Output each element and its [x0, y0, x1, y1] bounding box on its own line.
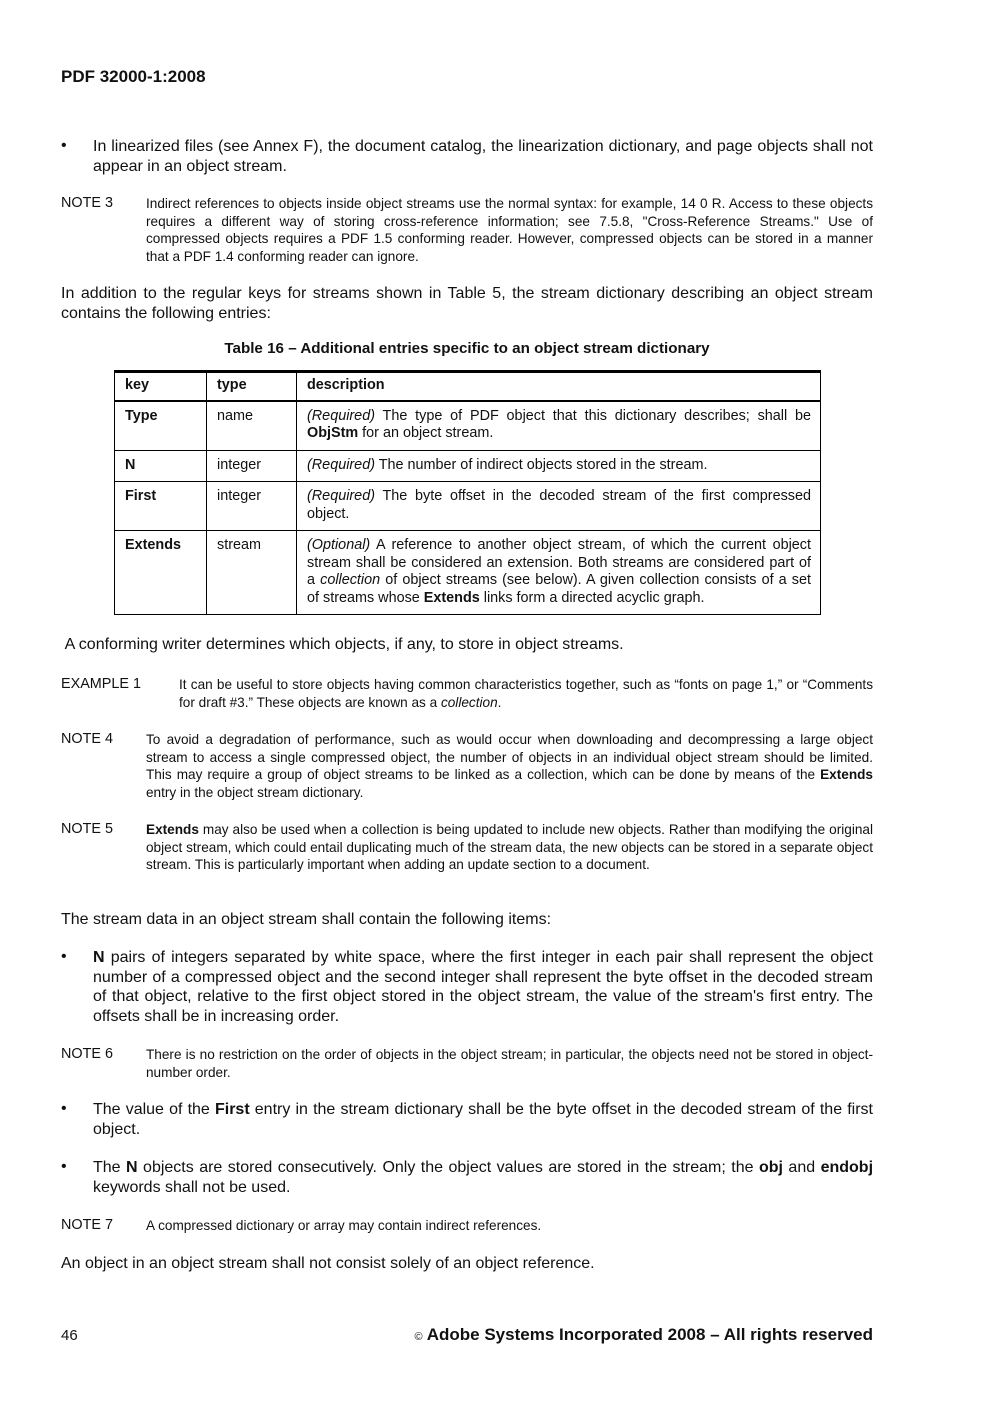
note-text: [146, 821, 873, 874]
cell-key: N: [115, 450, 207, 482]
description-text: of object streams (see below). A given collection consists of a set of streams whose: [307, 572, 811, 606]
bullet-text: entry in the stream dictionary shall be the byte offset in the decoded stream of the first object.: [93, 1101, 874, 1138]
cell-type: stream: [207, 531, 297, 615]
description-text: The byte offset in the decoded stream of the first compressed object.: [307, 488, 811, 522]
bullet-keyword: First: [214, 1101, 250, 1118]
note-label: NOTE 4: [61, 731, 113, 747]
description-text: for an object stream.: [358, 425, 494, 441]
required-status: (Required): [307, 407, 375, 424]
note-keyword: Extends: [820, 767, 873, 782]
note-label: NOTE 5: [61, 821, 113, 837]
description-text: The type of PDF object that this dictionary describes; shall be: [374, 407, 811, 424]
bullet-first: [93, 1100, 873, 1139]
example-text-part: It can be useful to store objects having common characteristics together, such as “fonts on page 1,” or “Comments for draft #3.” These objects are known as a: [179, 677, 873, 710]
bullet-marker: •: [61, 1158, 67, 1175]
note-text: There is no restriction on the order of objects in the object stream; in particular, the objects need not be stored in object-number order.: [146, 1047, 873, 1080]
page-number: 46: [61, 1327, 78, 1344]
table-row: [115, 531, 821, 615]
description-text: The number of indirect objects stored in the stream.: [374, 456, 708, 473]
cell-type: name: [207, 401, 297, 451]
description-text: links form a directed acyclic graph.: [479, 589, 705, 606]
cell-type: integer: [207, 450, 297, 482]
bullet-text: The value of the: [93, 1101, 215, 1118]
example-text: [179, 676, 873, 711]
cell-key: Type: [115, 401, 207, 451]
bullet-consecutive: [93, 1158, 873, 1197]
bullet-keyword: endobj: [820, 1159, 874, 1176]
bullet-keyword: obj: [758, 1159, 783, 1176]
last-paragraph: An object in an object stream shall not consist solely of an object reference.: [61, 1255, 595, 1272]
cell-type: integer: [207, 482, 297, 531]
cell-description: [297, 401, 821, 451]
cell-key: First: [115, 482, 207, 531]
description-keyword: Extends: [423, 589, 480, 606]
note-text-part: may also be used when a collection is being updated to include new objects. Rather than modifying the original object stream, which could entail duplicating much of the stream data, the new objects can be stored in a separate object stream. This is particularly important when adding an update section to a document.: [146, 822, 873, 872]
writer-paragraph: A conforming writer determines which objects, if any, to store in object streams.: [61, 636, 624, 653]
note-text: [146, 731, 873, 801]
note-keyword: Extends: [146, 822, 199, 837]
bullet-text: objects are stored consecutively. Only the object values are stored in the stream; the: [137, 1159, 759, 1176]
example-text-part: .: [497, 694, 502, 710]
note-label: NOTE 7: [61, 1217, 113, 1233]
copyright-symbol: ©: [414, 1331, 423, 1343]
object-stream-table: [114, 370, 821, 615]
cell-description: [297, 482, 821, 531]
note-label: NOTE 6: [61, 1046, 113, 1062]
description-term: collection: [320, 572, 381, 588]
bullet-text: keywords shall not be used.: [93, 1178, 291, 1196]
table-caption: Table 16 – Additional entries specific to an object stream dictionary: [224, 340, 710, 357]
required-status: (Required): [307, 456, 375, 473]
col-header-type: type: [207, 372, 297, 401]
description-keyword: ObjStm: [307, 425, 359, 441]
description-text: A reference to another object stream, of which the current object stream shall be considered an extension. Both streams are considered part of a: [307, 537, 811, 588]
table-row: [115, 482, 821, 531]
page-header: PDF 32000-1:2008: [61, 67, 206, 86]
bullet-text: and: [782, 1159, 821, 1176]
optional-status: (Optional): [307, 537, 371, 553]
note-text: Indirect references to objects inside object streams use the normal syntax: for example, 14 0 R. Access to these objects requires a different way of storing cross-reference information; see 7.5.8, "Cross-Reference Streams." Use of compressed objects requires a PDF 1.5 conforming reader. However, compressed objects can be stored in a manner that a PDF 1.4 conforming reader can ignore.: [146, 196, 873, 264]
col-header-key: key: [115, 372, 207, 401]
bullet-pairs: [93, 948, 873, 1026]
col-header-description: description: [297, 372, 821, 401]
bullet-keyword: N: [126, 1159, 138, 1176]
intro-paragraph: In addition to the regular keys for streams shown in Table 5, the stream dictionary describing an object stream contains the following entries:: [61, 285, 873, 322]
table-row: [115, 450, 821, 482]
example-term: collection: [440, 694, 498, 710]
note-text-part: To avoid a degradation of performance, such as would occur when downloading and decompressing a large object stream to access a single compressed object, the number of objects in an individual object stream should be limited. This may require a group of object streams to be linked as a collection, which can be done by means of the: [146, 732, 873, 782]
bullet-marker: •: [61, 948, 67, 965]
bullet-text: The: [93, 1159, 127, 1176]
cell-description: [297, 450, 821, 482]
footer-text: Adobe Systems Incorporated 2008 – All rights reserved: [422, 1325, 873, 1344]
bullet-keyword: N: [93, 949, 105, 966]
bullet-text: pairs of integers separated by white space, where the first integer in each pair shall represent the object number of a compressed object and the second integer shall represent the byte offset in the decoded stream of that object, relative to the first object stored in the object stream, the value of the stream's first entry. The offsets shall be in increasing order.: [93, 949, 873, 1025]
table-header-row: [115, 372, 821, 401]
example-label: EXAMPLE 1: [61, 676, 141, 692]
cell-key: Extends: [115, 531, 207, 615]
note-label: NOTE 3: [61, 195, 113, 211]
note-text: A compressed dictionary or array may contain indirect references.: [146, 1218, 542, 1233]
table-row: [115, 401, 821, 451]
required-status: (Required): [307, 488, 375, 504]
footer-copyright: [415, 1325, 873, 1345]
bullet-linearized: In linearized files (see Annex F), the document catalog, the linearization dictionary, and page objects shall not appear in an object stream.: [93, 138, 873, 175]
bullet-marker: •: [61, 137, 67, 154]
bullet-marker: •: [61, 1100, 67, 1117]
cell-description: [297, 531, 821, 615]
stream-data-paragraph: The stream data in an object stream shall contain the following items:: [61, 911, 552, 928]
note-text-part: entry in the object stream dictionary.: [146, 784, 364, 800]
